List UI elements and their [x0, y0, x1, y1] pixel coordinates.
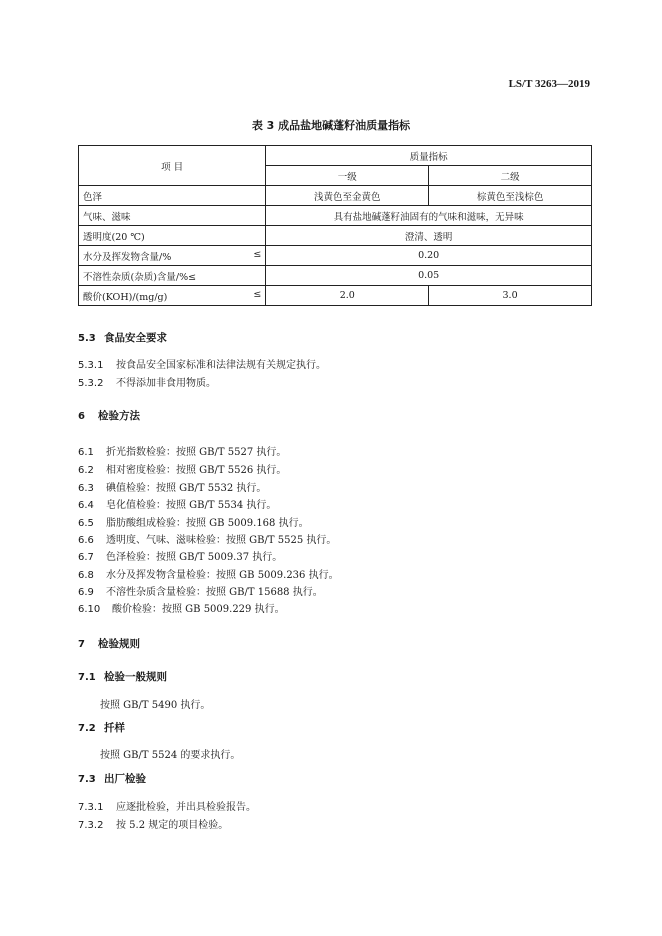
- row-value-grade1: 浅黄色至金黄色: [266, 186, 429, 206]
- table-title: 表 3 成品盐地碱蓬籽油质量指标: [251, 119, 411, 132]
- list-item: 6.8 水分及挥发物含量检验：按照 GB 5009.236 执行。: [78, 570, 339, 581]
- list-item: 6.3 碘值检验：按照 GB/T 5532 执行。: [78, 483, 267, 494]
- standard-code: LS/T 3263—2019: [508, 78, 590, 90]
- header-quality-cell: 质量指标: [266, 146, 592, 166]
- list-item: 6.10 酸价检验：按照 GB 5009.229 执行。: [78, 604, 285, 615]
- list-item: 5.3.1 按食品安全国家标准和法律法规有关规定执行。: [78, 360, 326, 371]
- table-row: [79, 266, 592, 286]
- row-value-grade1: 2.0: [266, 286, 429, 306]
- list-item: 6.6 透明度、气味、滋味检验：按照 GB/T 5525 执行。: [78, 535, 337, 546]
- list-item: 7.3.1 应逐批检验，并出具检验报告。: [78, 802, 256, 813]
- row-item-label: 不溶性杂质(杂质)含量/%≤: [83, 271, 197, 283]
- section-heading-7: 7 检验规则: [78, 638, 140, 650]
- paragraph-7-1: 按照 GB/T 5490 执行。: [100, 700, 211, 711]
- list-item: 6.7 色泽检验：按照 GB/T 5009.37 执行。: [78, 552, 283, 563]
- row-value-merged: 0.05: [266, 266, 592, 286]
- row-value-grade2: 棕黄色至浅棕色: [429, 186, 592, 206]
- section-heading-7-1: 7.1 检验一般规则: [78, 671, 167, 683]
- row-item-symbol: ≤: [253, 248, 262, 260]
- row-value-merged: 0.20: [266, 246, 592, 266]
- header-item-cell: 项 目: [79, 146, 266, 186]
- row-item-label: 酸价(KOH)/(mg/g): [83, 291, 168, 303]
- row-item-label: 透明度(20 ℃): [83, 231, 145, 243]
- row-item-symbol: ≤: [253, 288, 262, 300]
- row-item-label: 色泽: [83, 191, 103, 203]
- section-heading-7-3: 7.3 出厂检验: [78, 773, 146, 785]
- row-value-merged: 澄清、透明: [266, 226, 592, 246]
- list-item: 7.3.2 按 5.2 规定的项目检验。: [78, 820, 229, 831]
- list-item: 6.1 折光指数检验：按照 GB/T 5527 执行。: [78, 447, 287, 458]
- table-row: [79, 186, 592, 206]
- section-heading-7-2: 7.2 扦样: [78, 722, 125, 734]
- list-item: 6.4 皂化值检验：按照 GB/T 5534 执行。: [78, 500, 277, 511]
- quality-spec-table: [78, 145, 592, 306]
- section-heading-5-3: 5.3 食品安全要求: [78, 332, 167, 344]
- table-row: [79, 246, 592, 266]
- row-value-merged: 具有盐地碱蓬籽油固有的气味和滋味，无异味: [266, 206, 592, 226]
- list-item: 6.9 不溶性杂质含量检验：按照 GB/T 15688 执行。: [78, 587, 323, 598]
- row-item-label: 气味、滋味: [83, 211, 131, 223]
- table-row: [79, 206, 592, 226]
- header-grade2-cell: 二级: [429, 166, 592, 186]
- paragraph-7-2: 按照 GB/T 5524 的要求执行。: [100, 750, 241, 761]
- section-heading-6: 6 检验方法: [78, 410, 140, 422]
- list-item: 6.5 脂肪酸组成检验：按照 GB 5009.168 执行。: [78, 518, 309, 529]
- list-item: 6.2 相对密度检验：按照 GB/T 5526 执行。: [78, 465, 287, 476]
- header-grade1-cell: 一级: [266, 166, 429, 186]
- row-value-grade2: 3.0: [429, 286, 592, 306]
- table-row: [79, 286, 592, 306]
- table-row: [79, 226, 592, 246]
- row-item-label: 水分及挥发物含量/%: [83, 251, 172, 263]
- list-item: 5.3.2 不得添加非食用物质。: [78, 378, 216, 389]
